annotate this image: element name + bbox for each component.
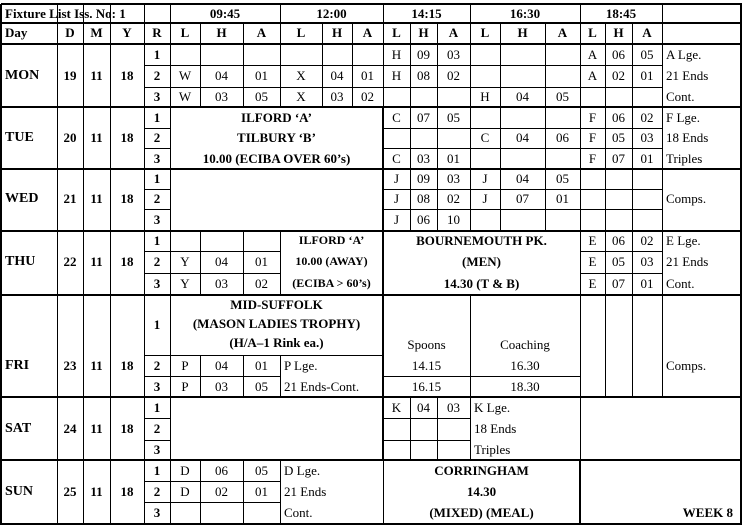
- home-score: 04: [215, 68, 228, 83]
- home-score: 04: [516, 171, 529, 186]
- time-slot-header: 09:45: [209, 6, 241, 21]
- home-score: 09: [417, 171, 430, 186]
- sun-d-note: Cont.: [284, 505, 313, 520]
- fixture-code: J: [393, 171, 400, 186]
- round-number: 3: [153, 212, 161, 227]
- fixture-code: K: [391, 399, 402, 415]
- thu-ilford-line: ILFORD ‘A’: [298, 233, 365, 247]
- date-year-sat: 18: [120, 421, 134, 436]
- home-score: 06: [612, 109, 625, 125]
- away-score: 01: [640, 68, 654, 83]
- date-month-fri: 11: [90, 357, 103, 373]
- h-column-header: H: [216, 25, 227, 40]
- grid-line: [170, 355, 384, 356]
- fri-p-note: 21 Ends-Cont.: [284, 378, 360, 394]
- grid-line: [57, 44, 58, 525]
- grid-line: [144, 251, 171, 252]
- fixture-code: J: [393, 191, 400, 206]
- a-column-header: A: [642, 25, 652, 40]
- thu-note: 21 Ends: [666, 254, 709, 269]
- fixture-code: J: [482, 191, 488, 206]
- home-score: 07: [612, 276, 625, 291]
- grid-line: [1, 459, 742, 461]
- sat-k-note: 18 Ends: [474, 421, 517, 436]
- away-score: 05: [556, 89, 569, 104]
- round-number: 2: [153, 254, 161, 269]
- fixture-code: A: [587, 46, 598, 62]
- l-column-header: L: [588, 25, 597, 40]
- date-month-sun: 11: [90, 483, 103, 499]
- home-score: 07: [516, 191, 529, 206]
- tue-note: F Lge.: [666, 109, 700, 125]
- grid-line: [144, 87, 171, 88]
- a-column-header: A: [256, 25, 267, 40]
- fixture-code: X: [296, 89, 306, 104]
- l-column-header: L: [180, 25, 190, 40]
- grid-line: [144, 440, 171, 441]
- sun-event-line: (MIXED) (MEAL): [429, 505, 534, 520]
- round-number: 2: [153, 421, 161, 436]
- thu-note: Cont.: [666, 276, 695, 291]
- sat-k-note: Triples: [474, 442, 511, 457]
- sun-event-line: 14.30: [466, 483, 497, 499]
- grid-line: [580, 169, 581, 232]
- round-number: 1: [153, 233, 161, 248]
- away-score: 03: [447, 46, 460, 62]
- grid-line: [110, 44, 111, 525]
- grid-line: [144, 273, 171, 274]
- tue-note: Triples: [666, 150, 703, 166]
- thu-bournemouth-line: 14.30 (T & B): [443, 276, 520, 291]
- round-number: 1: [153, 399, 161, 415]
- away-score: 10: [447, 212, 460, 227]
- date-day-wed: 21: [63, 191, 77, 206]
- home-score: 08: [417, 68, 430, 83]
- grid-line: [170, 376, 281, 377]
- fixture-code: J: [393, 212, 400, 227]
- thu-note: E Lge.: [666, 233, 701, 248]
- fixture-code: C: [480, 130, 490, 145]
- away-score: 01: [255, 68, 268, 83]
- fixture-code: E: [588, 233, 597, 248]
- home-score: 04: [516, 89, 529, 104]
- l-column-header: L: [480, 25, 490, 40]
- spoons-time: 16.15: [411, 378, 442, 394]
- grid-line: [383, 440, 471, 441]
- away-score: 01: [447, 150, 460, 166]
- round-number: 1: [153, 317, 161, 332]
- away-score: 01: [556, 191, 569, 206]
- away-score: 01: [255, 254, 268, 269]
- grid-line: [383, 209, 663, 210]
- fixture-code: H: [391, 46, 402, 62]
- mon-note: A Lge.: [666, 46, 702, 62]
- home-score: 04: [516, 130, 529, 145]
- home-score: 06: [215, 462, 228, 478]
- grid-line: [144, 128, 171, 129]
- away-score: 02: [255, 276, 268, 291]
- away-score: 03: [447, 399, 460, 415]
- mon-note: Cont.: [666, 89, 695, 104]
- round-number: 2: [153, 357, 161, 373]
- h-column-header: H: [517, 25, 528, 40]
- home-score: 04: [215, 357, 228, 373]
- h-column-header: H: [331, 25, 343, 40]
- thu-ilford-line: (ECIBA > 60’s): [292, 276, 371, 290]
- away-score: 01: [255, 357, 268, 373]
- grid-line: [144, 502, 171, 503]
- fixture-code: W: [178, 89, 192, 104]
- away-score: 05: [556, 171, 569, 186]
- day-name-sun: SUN: [5, 483, 34, 499]
- fixture-code: H: [480, 89, 490, 104]
- l-column-header: L: [296, 25, 306, 40]
- grid-line: [144, 481, 171, 482]
- date-month-mon: 11: [90, 68, 103, 83]
- grid-line: [144, 189, 171, 190]
- grid-line: [170, 502, 281, 503]
- away-score: 06: [556, 130, 569, 145]
- fri-event-line: (H/A–1 Rink ea.): [229, 335, 324, 350]
- fixture-code: H: [391, 68, 402, 83]
- fixture-code: Y: [180, 254, 190, 269]
- home-score: 03: [215, 89, 228, 104]
- grid-line: [1, 523, 742, 525]
- sat-k-note: K Lge.: [474, 399, 511, 415]
- date-year-tue: 18: [120, 130, 134, 145]
- coaching-time: 16.30: [510, 357, 540, 373]
- fri-note: Comps.: [666, 357, 707, 373]
- away-score: 05: [255, 89, 268, 104]
- grid-line: [383, 418, 471, 419]
- round-number: 1: [153, 109, 161, 125]
- tue-event-line: 10.00 (ECIBA OVER 60’s): [202, 150, 351, 166]
- grid-line: [170, 87, 663, 88]
- round-number: 1: [153, 462, 161, 478]
- home-score: 03: [215, 276, 228, 291]
- round-number: 3: [153, 378, 161, 394]
- round-number: 1: [153, 46, 161, 62]
- fixture-code: E: [588, 254, 597, 269]
- away-score: 03: [640, 254, 654, 269]
- date-month-sat: 11: [90, 421, 103, 436]
- grid-line: [383, 148, 663, 149]
- grid-line: [144, 65, 171, 66]
- away-score: 05: [255, 462, 268, 478]
- away-score: 02: [640, 233, 654, 248]
- day-name-thu: THU: [5, 254, 36, 269]
- grid-line: [1, 3, 742, 5]
- mon-note: 21 Ends: [666, 68, 709, 83]
- home-score: 07: [612, 150, 625, 166]
- round-number: 3: [153, 89, 161, 104]
- date-day-sun: 25: [63, 483, 77, 499]
- home-score: 04: [417, 399, 430, 415]
- date-day-thu: 22: [63, 254, 77, 269]
- fixture-code: W: [178, 68, 192, 83]
- grid-line: [144, 209, 171, 210]
- time-slot-header: 12:00: [316, 6, 347, 21]
- sun-d-note: 21 Ends: [284, 483, 327, 499]
- grid-line: [1, 294, 742, 296]
- wed-note: Comps.: [666, 191, 707, 206]
- y-column-header: Y: [122, 25, 132, 40]
- grid-line: [1, 43, 742, 45]
- time-slot-header: 18:45: [605, 6, 637, 21]
- grid-line: [383, 376, 581, 377]
- sun-event-line: CORRINGHAM: [434, 462, 529, 478]
- l-column-header: L: [392, 25, 401, 40]
- day-name-fri: FRI: [5, 357, 30, 373]
- fixture-code: P: [181, 357, 189, 373]
- date-year-mon: 18: [120, 68, 134, 83]
- grid-line: [580, 295, 581, 398]
- tue-note: 18 Ends: [666, 130, 709, 145]
- r-column-header: R: [152, 25, 162, 40]
- fixture-code: C: [392, 109, 401, 125]
- grid-line: [632, 169, 633, 232]
- grid-line: [1, 22, 742, 24]
- grid-line: [170, 273, 281, 274]
- grid-line: [1, 168, 742, 170]
- date-day-mon: 19: [63, 68, 77, 83]
- grid-line: [580, 251, 663, 252]
- date-year-fri: 18: [120, 357, 134, 373]
- away-score: 03: [447, 171, 460, 186]
- grid-line: [144, 44, 171, 45]
- home-score: 07: [417, 109, 430, 125]
- fixture-code: C: [392, 150, 401, 166]
- time-slot-header: 16:30: [509, 6, 541, 21]
- fri-event-line: MID-SUFFOLK: [230, 297, 323, 312]
- a-column-header: A: [448, 25, 459, 40]
- grid-line: [632, 295, 633, 398]
- home-score: 03: [417, 150, 430, 166]
- home-score: 02: [215, 483, 228, 499]
- grid-line: [605, 295, 606, 398]
- grid-line: [170, 251, 281, 252]
- grid-line: [662, 4, 663, 45]
- day-name-mon: MON: [5, 68, 40, 83]
- spoons-time: 14.15: [411, 357, 442, 373]
- fixture-code: F: [588, 130, 597, 145]
- fixture-code: D: [180, 483, 190, 499]
- coaching-time: 18.30: [510, 378, 540, 394]
- away-score: 01: [640, 150, 654, 166]
- tue-event-line: TILBURY ‘B’: [237, 130, 316, 145]
- grid-line: [580, 273, 663, 274]
- home-score: 02: [612, 68, 625, 83]
- away-score: 02: [361, 89, 374, 104]
- grid-line: [144, 148, 171, 149]
- fixture-code: F: [588, 109, 597, 125]
- sun-d-note: D Lge.: [284, 462, 321, 478]
- round-number: 2: [153, 68, 161, 83]
- fixture-code: A: [587, 68, 598, 83]
- time-slot-header: 14:15: [411, 6, 442, 21]
- fixture-code: Y: [180, 276, 190, 291]
- grid-line: [170, 481, 281, 482]
- date-month-wed: 11: [90, 191, 103, 206]
- thu-ilford-line: 10.00 (AWAY): [295, 254, 368, 268]
- day-column-header: Day: [5, 25, 28, 40]
- day-name-tue: TUE: [5, 130, 34, 145]
- date-day-sat: 24: [63, 421, 77, 436]
- grid-line: [1, 396, 742, 398]
- home-score: 08: [417, 191, 430, 206]
- fri-p-note: P Lge.: [284, 357, 318, 373]
- away-score: 02: [447, 68, 460, 83]
- thu-bournemouth-line: (MEN): [462, 254, 501, 269]
- day-name-wed: WED: [5, 191, 39, 206]
- away-score: 03: [640, 130, 654, 145]
- home-score: 06: [612, 233, 625, 248]
- round-number: 3: [153, 442, 161, 457]
- week-label: WEEK 8: [682, 505, 733, 520]
- grid-line: [144, 418, 171, 419]
- fri-event-line: (MASON LADIES TROPHY): [192, 316, 361, 331]
- home-score: 06: [417, 212, 430, 227]
- h-column-header: H: [613, 25, 624, 40]
- round-number: 2: [153, 130, 161, 145]
- fixture-code: F: [588, 150, 597, 166]
- round-number: 3: [153, 505, 161, 520]
- away-score: 01: [255, 483, 268, 499]
- a-column-header: A: [557, 25, 568, 40]
- round-number: 2: [153, 483, 161, 499]
- away-score: 02: [640, 109, 654, 125]
- grid-line: [662, 295, 663, 398]
- d-column-header: D: [65, 25, 75, 40]
- a-column-header: A: [362, 25, 373, 40]
- round-number: 3: [153, 276, 161, 291]
- date-day-tue: 20: [63, 130, 77, 145]
- home-score: 05: [612, 254, 625, 269]
- fixture-code: D: [180, 462, 190, 478]
- away-score: 05: [255, 378, 268, 394]
- grid-line: [83, 44, 84, 525]
- fixture-code: P: [181, 378, 189, 394]
- round-number: 2: [153, 191, 161, 206]
- home-score: 06: [612, 46, 625, 62]
- home-score: 09: [417, 46, 430, 62]
- fixture-code: E: [588, 276, 597, 291]
- home-score: 04: [215, 254, 228, 269]
- away-score: 01: [361, 68, 374, 83]
- fixture-code: X: [296, 68, 306, 83]
- date-month-tue: 11: [90, 130, 103, 145]
- date-year-thu: 18: [120, 254, 134, 269]
- away-score: 01: [640, 276, 654, 291]
- home-score: 03: [330, 89, 344, 104]
- date-day-fri: 23: [63, 357, 77, 373]
- grid-line: [1, 106, 742, 108]
- date-year-wed: 18: [120, 191, 134, 206]
- day-name-sat: SAT: [5, 421, 32, 436]
- grid-line: [170, 65, 663, 66]
- fixture-list-title: Fixture List Iss. No: 1: [5, 6, 126, 21]
- fixture-code: J: [482, 171, 488, 186]
- away-score: 02: [447, 191, 460, 206]
- grid-line: [144, 355, 171, 356]
- home-score: 04: [330, 68, 344, 83]
- round-number: 1: [153, 171, 161, 186]
- thu-bournemouth-line: BOURNEMOUTH PK.: [416, 233, 547, 248]
- m-column-header: M: [90, 25, 103, 40]
- date-month-thu: 11: [90, 254, 103, 269]
- grid-line: [605, 169, 606, 232]
- grid-line: [144, 376, 171, 377]
- grid-line: [1, 230, 742, 232]
- round-number: 3: [153, 150, 161, 166]
- home-score: 05: [612, 130, 625, 145]
- away-score: 05: [447, 109, 460, 125]
- coaching-label: Coaching: [500, 337, 550, 352]
- home-score: 03: [215, 378, 228, 394]
- grid-line: [383, 189, 663, 190]
- away-score: 05: [640, 46, 654, 62]
- date-year-sun: 18: [120, 483, 134, 499]
- tue-event-line: ILFORD ‘A’: [241, 109, 312, 125]
- grid-line: [383, 128, 663, 129]
- h-column-header: H: [418, 25, 429, 40]
- spoons-label: Spoons: [407, 337, 446, 352]
